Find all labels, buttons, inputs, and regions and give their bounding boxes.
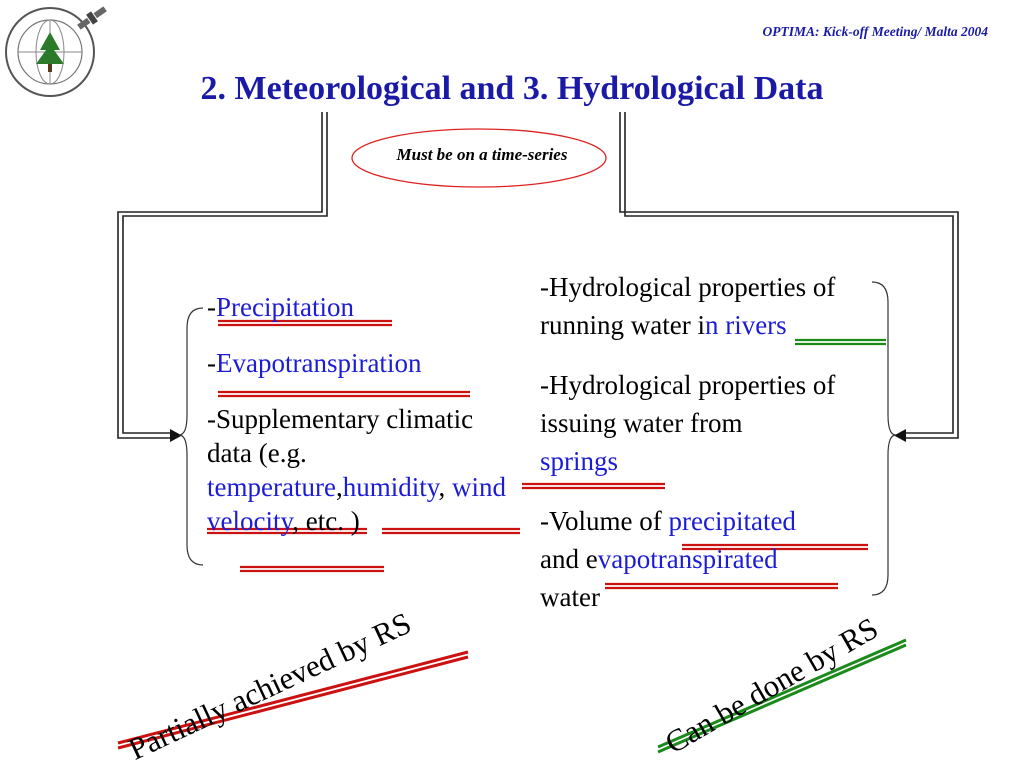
time-series-note: Must be on a time-series [396,145,568,164]
hydrological-list [540,268,885,638]
partially-achieved-note: Partially achieved by RS [123,605,417,767]
rivers-text: -Hydrological properties of running water i [540,272,836,340]
wind-suffix: y [280,506,293,536]
list-item-evapotranspiration [207,346,507,380]
dash: - [207,292,216,322]
meteorological-list [207,290,507,560]
supplementary-text: -Supplementary climatic data (e.g. [207,404,474,468]
temperature-link[interactable]: temperature [207,472,336,502]
humidity-link[interactable]: humidity [342,472,439,502]
list-item-supplementary [207,402,507,538]
precipitated-link[interactable]: precipitated [661,506,796,536]
rivers-link[interactable]: n rivers [704,310,787,340]
etc-text: , etc. ) [292,506,360,536]
meeting-header: OPTIMA: Kick-off Meeting/ Malta 2004 [762,24,988,39]
springs-text: -Hydrological properties of issuing water from [540,370,836,438]
can-be-done-note: Can be done by RS [659,610,884,761]
list-item-springs [540,366,885,480]
water-text: water [540,582,600,612]
and-text: and e [540,544,598,574]
page-title: 2. Meteorological and 3. Hydrological Data [200,70,824,107]
left-brace [179,308,203,565]
springs-link[interactable]: springs [540,446,619,476]
list-item-volume [540,502,885,616]
wind-prefix: wi [451,472,479,502]
dash: - [207,348,216,378]
evapotranspirated-link[interactable]: vapotranspirated [597,544,778,574]
precipitation-link[interactable]: Precipitation [216,292,354,322]
evapotranspiration-link[interactable]: Evapotranspiration [216,348,422,378]
comma: , [438,472,446,502]
list-item-precipitation [207,290,507,324]
list-item-rivers [540,268,885,344]
volume-text: -Volume of [540,506,662,536]
wind-velocity-link[interactable]: nd velocit [207,472,506,536]
comma: , [335,472,343,502]
